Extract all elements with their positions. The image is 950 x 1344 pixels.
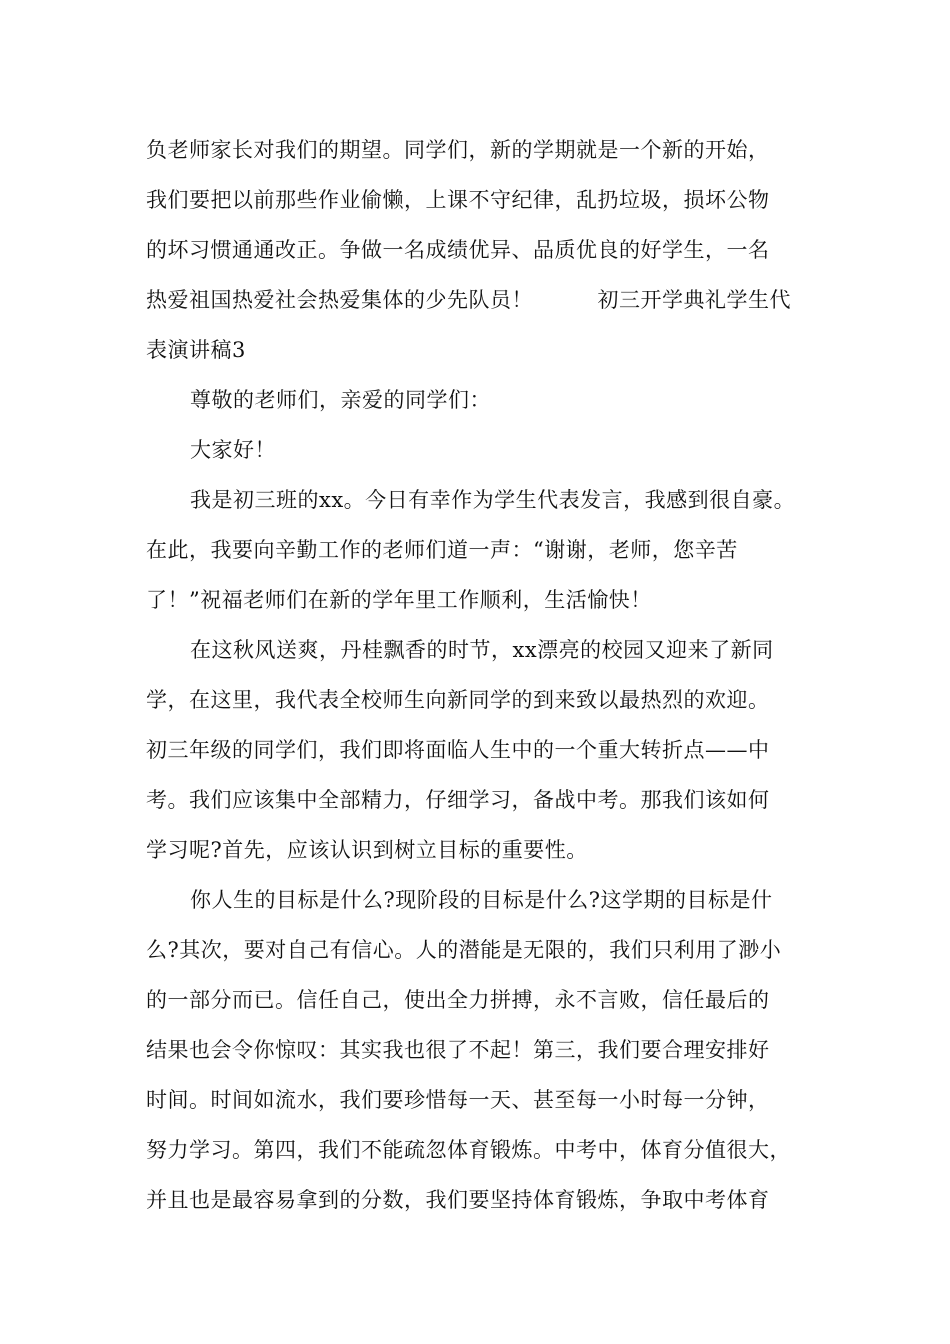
- text-line: 我们要把以前那些作业偷懒，上课不守纪律，乱扔垃圾，损坏公物: [146, 188, 770, 212]
- paragraph-line: 在这秋风送爽，丹桂飘香的时节，xx漂亮的校园又迎来了新同: [190, 638, 774, 662]
- text-line: 并且也是最容易拿到的分数，我们要坚持体育锻炼，争取中考体育: [146, 1188, 770, 1212]
- text-line: 学，在这里，我代表全校师生向新同学的到来致以最热烈的欢迎。: [146, 688, 770, 712]
- text-line: 学习呢?首先，应该认识到树立目标的重要性。: [146, 838, 588, 862]
- text-line: 负老师家长对我们的期望。同学们，新的学期就是一个新的开始，: [146, 138, 770, 162]
- text-line: 初三年级的同学们，我们即将面临人生中的一个重大转折点——中: [146, 738, 770, 762]
- text-line: 的一部分而已。信任自己，使出全力拼搏，永不言败，信任最后的: [146, 988, 770, 1012]
- text-line: 时间。时间如流水，我们要珍惜每一天、甚至每一小时每一分钟，: [146, 1088, 770, 1112]
- text-line: 表演讲稿3: [146, 338, 246, 362]
- text-line: 的坏习惯通通改正。争做一名成绩优异、品质优良的好学生，一名: [146, 238, 770, 262]
- text-line: 在此，我要向辛勤工作的老师们道一声：“谢谢，老师，您辛苦: [146, 538, 738, 562]
- text-line: 么?其次，要对自己有信心。人的潜能是无限的，我们只利用了渺小: [146, 938, 782, 962]
- salutation: 尊敬的老师们，亲爱的同学们：: [190, 388, 491, 412]
- text-line: 了！”祝福老师们在新的学年里工作顺利，生活愉快！: [146, 588, 652, 612]
- text-line: 考。我们应该集中全部精力，仔细学习，备战中考。那我们该如何: [146, 788, 770, 812]
- text-line: 努力学习。第四，我们不能疏忽体育锻炼。中考中，体育分值很大，: [146, 1138, 791, 1162]
- text-line: 热爱祖国热爱社会热爱集体的少先队员！ 初三开学典礼学生代: [146, 288, 791, 312]
- greeting: 大家好！: [190, 438, 276, 462]
- paragraph-line: 你人生的目标是什么?现阶段的目标是什么?这学期的目标是什: [190, 888, 773, 912]
- text-line: 结果也会令你惊叹：其实我也很了不起！第三，我们要合理安排好: [146, 1038, 770, 1062]
- paragraph-line: 我是初三班的xx。今日有幸作为学生代表发言，我感到很自豪。: [190, 488, 796, 512]
